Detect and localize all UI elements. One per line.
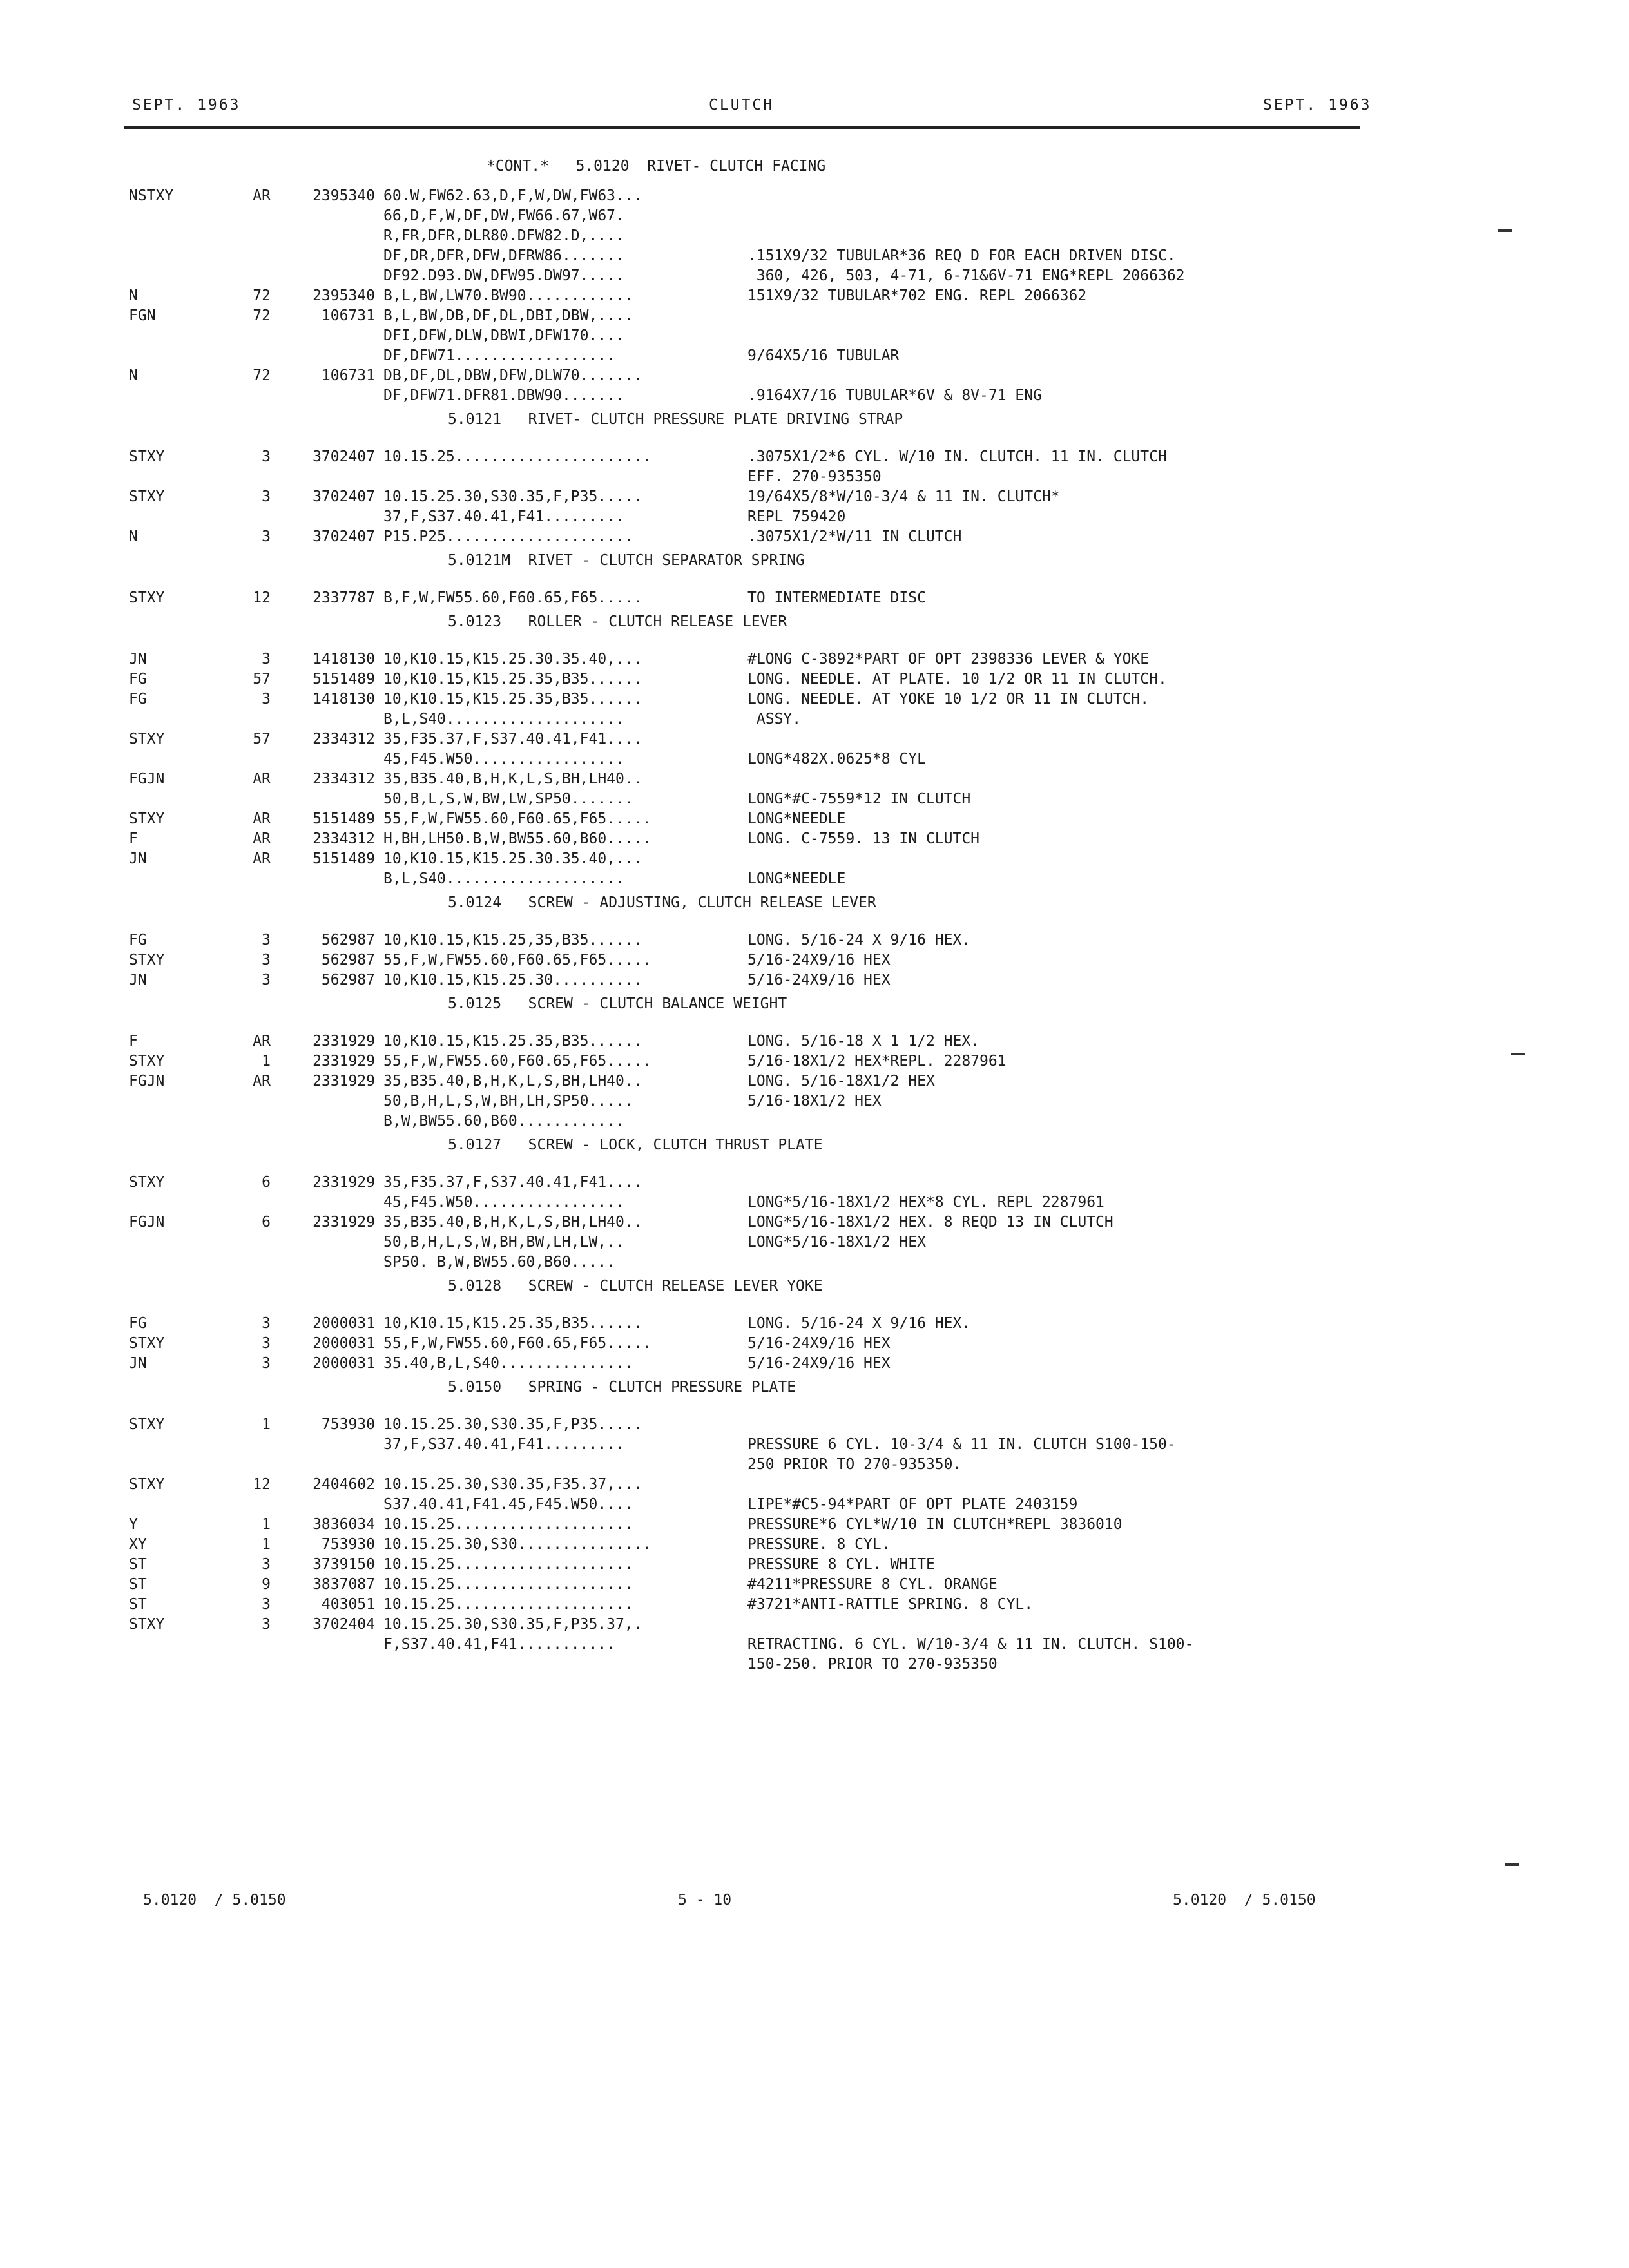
model-applicability: 10,K10.15,K15.25.35,B35...... (383, 691, 642, 707)
part-row (129, 1516, 1385, 1536)
quantity: 1 (262, 1053, 271, 1070)
part-number: 2331929 (313, 1174, 375, 1191)
model-applicability: 10.15.25...................... (383, 448, 651, 465)
model-applicability: 35,B35.40,B,H,K,L,S,BH,LH40.. (383, 1214, 642, 1231)
part-description: .3075X1/2*6 CYL. W/10 IN. CLUTCH. 11 IN. CLUTCH (747, 448, 1167, 465)
model-applicability: 66,D,F,W,DF,DW,FW66.67,W67. (383, 207, 624, 224)
part-description: LONG. C-7559. 13 IN CLUTCH (747, 831, 980, 847)
part-number: 3702407 (313, 528, 375, 545)
section-heading (129, 548, 1385, 590)
part-number: 3837087 (313, 1576, 375, 1593)
part-row (129, 1496, 1385, 1516)
part-number: 3739150 (313, 1556, 375, 1573)
part-row (129, 1254, 1385, 1274)
quantity: 3 (262, 1315, 271, 1332)
part-description: PRESSURE 6 CYL. 10-3/4 & 11 IN. CLUTCH S100-150- (747, 1436, 1176, 1453)
quantity: 3 (262, 1355, 271, 1372)
quantity: 12 (253, 1476, 271, 1493)
part-row (129, 387, 1385, 407)
model-applicability: 10,K10.15,K15.25.35,B35...... (383, 1033, 642, 1050)
part-row (129, 247, 1385, 267)
model-applicability: 10.15.25.30,S30.35,F35.37,... (383, 1476, 642, 1493)
part-number: 3702407 (313, 488, 375, 505)
part-row (129, 1315, 1385, 1335)
applicability-code: N (129, 528, 138, 545)
part-description: LONG. 5/16-24 X 9/16 HEX. (747, 1315, 971, 1332)
part-number: 562987 (321, 972, 375, 988)
part-row (129, 488, 1385, 508)
applicability-code: N (129, 367, 138, 384)
part-number: 2331929 (313, 1214, 375, 1231)
model-applicability: DFI,DFW,DLW,DBWI,DFW170.... (383, 327, 624, 344)
part-description: RETRACTING. 6 CYL. W/10-3/4 & 11 IN. CLUTCH. S100- (747, 1636, 1194, 1653)
section-heading (129, 1274, 1385, 1315)
quantity: AR (253, 771, 271, 787)
model-applicability: 50,B,H,L,S,W,BH,LH,SP50..... (383, 1093, 633, 1110)
part-row (129, 468, 1385, 488)
quantity: AR (253, 811, 271, 827)
quantity: 1 (262, 1416, 271, 1433)
part-description: ASSY. (747, 711, 802, 727)
model-applicability: 10.15.25.................... (383, 1556, 633, 1573)
applicability-code: FG (129, 1315, 147, 1332)
quantity: 3 (262, 651, 271, 668)
part-row (129, 1053, 1385, 1073)
part-description: LONG*#C-7559*12 IN CLUTCH (747, 791, 971, 807)
part-description: LIPE*#C5-94*PART OF OPT PLATE 2403159 (747, 1496, 1078, 1513)
model-applicability: 45,F45.W50................. (383, 751, 624, 767)
part-row (129, 671, 1385, 691)
applicability-code: FG (129, 932, 147, 948)
quantity: 6 (262, 1174, 271, 1191)
applicability-code: STXY (129, 488, 165, 505)
quantity: 3 (262, 952, 271, 968)
part-number: 2334312 (313, 731, 375, 747)
part-row (129, 1556, 1385, 1576)
section-title: 5.0124 SCREW - ADJUSTING, CLUTCH RELEASE LEVER (448, 894, 876, 911)
applicability-code: STXY (129, 1053, 165, 1070)
section-title: *CONT.* 5.0120 RIVET- CLUTCH FACING (487, 158, 826, 175)
header-date-left: SEPT. 1963 (132, 97, 241, 113)
part-row (129, 771, 1385, 791)
section-heading (129, 1133, 1385, 1174)
applicability-code: FGJN (129, 1073, 165, 1090)
quantity: 1 (262, 1516, 271, 1533)
part-row (129, 267, 1385, 287)
quantity: 9 (262, 1576, 271, 1593)
section-title: 5.0121M RIVET - CLUTCH SEPARATOR SPRING (448, 552, 805, 569)
quantity: 57 (253, 671, 271, 687)
applicability-code: STXY (129, 1335, 165, 1352)
model-applicability: 37,F,S37.40.41,F41......... (383, 508, 624, 525)
part-description: 5/16-24X9/16 HEX (747, 1335, 891, 1352)
footer-page-number: 5 - 10 (678, 1892, 732, 1908)
part-row (129, 1636, 1385, 1656)
part-row (129, 1536, 1385, 1556)
part-number: 753930 (321, 1536, 375, 1553)
part-description: 151X9/32 TUBULAR*702 ENG. REPL 2066362 (747, 287, 1087, 304)
model-applicability: 35,B35.40,B,H,K,L,S,BH,LH40.. (383, 1073, 642, 1090)
part-row (129, 207, 1385, 227)
part-number: 1418130 (313, 651, 375, 668)
quantity: AR (253, 850, 271, 867)
part-row (129, 711, 1385, 731)
part-row (129, 952, 1385, 972)
part-number: 403051 (321, 1596, 375, 1613)
part-row (129, 1436, 1385, 1456)
model-applicability: R,FR,DFR,DLR80.DFW82.D,.... (383, 227, 624, 244)
part-number: 1418130 (313, 691, 375, 707)
model-applicability: DB,DF,DL,DBW,DFW,DLW70....... (383, 367, 642, 384)
part-description: EFF. 270-935350 (747, 468, 882, 485)
part-row (129, 1596, 1385, 1616)
applicability-code: FGJN (129, 1214, 165, 1231)
part-row (129, 791, 1385, 811)
part-description: LONG*482X.0625*8 CYL (747, 751, 926, 767)
margin-mark (1511, 1053, 1525, 1055)
applicability-code: FGN (129, 307, 156, 324)
part-row (129, 287, 1385, 307)
quantity: 57 (253, 731, 271, 747)
applicability-code: JN (129, 651, 147, 668)
applicability-code: ST (129, 1556, 147, 1573)
model-applicability: 10,K10.15,K15.25.35,B35...... (383, 1315, 642, 1332)
model-applicability: 10,K10.15,K15.25.30.35.40,... (383, 850, 642, 867)
part-row (129, 1113, 1385, 1133)
part-description: 19/64X5/8*W/10-3/4 & 11 IN. CLUTCH* (747, 488, 1060, 505)
quantity: 3 (262, 1616, 271, 1633)
part-description: #4211*PRESSURE 8 CYL. ORANGE (747, 1576, 998, 1593)
model-applicability: 50,B,L,S,W,BW,LW,SP50....... (383, 791, 633, 807)
parts-list (129, 158, 1385, 1676)
applicability-code: FGJN (129, 771, 165, 787)
part-number: 2000031 (313, 1315, 375, 1332)
model-applicability: 35,F35.37,F,S37.40.41,F41.... (383, 731, 642, 747)
part-description: 5/16-24X9/16 HEX (747, 972, 891, 988)
part-number: 2000031 (313, 1355, 375, 1372)
quantity: 3 (262, 1335, 271, 1352)
section-heading (129, 407, 1385, 448)
model-applicability: 10.15.25.30,S30.35,F,P35..... (383, 1416, 642, 1433)
model-applicability: 55,F,W,FW55.60,F60.65,F65..... (383, 1053, 651, 1070)
model-applicability: B,W,BW55.60,B60............ (383, 1113, 624, 1129)
part-description: LONG. NEEDLE. AT YOKE 10 1/2 OR 11 IN CLUTCH. (747, 691, 1150, 707)
model-applicability: 37,F,S37.40.41,F41......... (383, 1436, 624, 1453)
part-number: 5151489 (313, 850, 375, 867)
part-row (129, 1416, 1385, 1436)
part-description: 5/16-18X1/2 HEX*REPL. 2287961 (747, 1053, 1007, 1070)
quantity: AR (253, 1033, 271, 1050)
part-row (129, 1456, 1385, 1476)
part-row (129, 187, 1385, 207)
applicability-code: NSTXY (129, 187, 174, 204)
part-row (129, 972, 1385, 992)
part-description: .9164X7/16 TUBULAR*6V & 8V-71 ENG (747, 387, 1042, 404)
applicability-code: STXY (129, 1174, 165, 1191)
section-title: 5.0125 SCREW - CLUTCH BALANCE WEIGHT (448, 995, 787, 1012)
part-row (129, 1073, 1385, 1093)
part-number: 562987 (321, 932, 375, 948)
part-row (129, 870, 1385, 890)
part-number: 562987 (321, 952, 375, 968)
part-number: 3836034 (313, 1516, 375, 1533)
model-applicability: DF,DR,DFR,DFW,DFRW86....... (383, 247, 624, 264)
part-row (129, 1194, 1385, 1214)
part-row (129, 831, 1385, 850)
part-description: 150-250. PRIOR TO 270-935350 (747, 1656, 998, 1673)
quantity: 3 (262, 1556, 271, 1573)
footer-range-left: 5.0120 / 5.0150 (143, 1892, 286, 1908)
section-heading (129, 1375, 1385, 1416)
model-applicability: 10,K10.15,K15.25,35,B35...... (383, 932, 642, 948)
applicability-code: STXY (129, 590, 165, 606)
model-applicability: 10.15.25.................... (383, 1596, 633, 1613)
model-applicability: B,L,BW,DB,DF,DL,DBI,DBW,.... (383, 307, 633, 324)
part-row (129, 508, 1385, 528)
part-description: TO INTERMEDIATE DISC (747, 590, 926, 606)
applicability-code: JN (129, 1355, 147, 1372)
section-title: 5.0128 SCREW - CLUTCH RELEASE LEVER YOKE (448, 1278, 823, 1294)
model-applicability: 45,F45.W50................. (383, 1194, 624, 1211)
model-applicability: 35.40,B,L,S40............... (383, 1355, 633, 1372)
quantity: 72 (253, 367, 271, 384)
part-number: 106731 (321, 307, 375, 324)
part-row (129, 731, 1385, 751)
part-row (129, 1033, 1385, 1053)
section-title: 5.0123 ROLLER - CLUTCH RELEASE LEVER (448, 613, 787, 630)
part-description: 9/64X5/16 TUBULAR (747, 347, 900, 364)
section-heading (129, 610, 1385, 651)
model-applicability: 10.15.25.30,S30.35,F,P35.37,. (383, 1616, 642, 1633)
part-number: 106731 (321, 367, 375, 384)
model-applicability: DF,DFW71.................. (383, 347, 616, 364)
model-applicability: 10,K10.15,K15.25.30.35.40,... (383, 651, 642, 668)
part-row (129, 367, 1385, 387)
applicability-code: STXY (129, 731, 165, 747)
model-applicability: 10.15.25.................... (383, 1576, 633, 1593)
model-applicability: H,BH,LH50.B,W,BW55.60,B60..... (383, 831, 651, 847)
part-row (129, 651, 1385, 671)
part-number: 2000031 (313, 1335, 375, 1352)
model-applicability: DF92.D93.DW,DFW95.DW97..... (383, 267, 624, 284)
margin-mark (1505, 1863, 1519, 1866)
part-description: .151X9/32 TUBULAR*36 REQ D FOR EACH DRIVEN DISC. (747, 247, 1176, 264)
model-applicability: 55,F,W,FW55.60,F60.65,F65..... (383, 811, 651, 827)
applicability-code: STXY (129, 448, 165, 465)
part-description: PRESSURE 8 CYL. WHITE (747, 1556, 935, 1573)
quantity: 3 (262, 488, 271, 505)
footer-range-right: 5.0120 / 5.0150 (1173, 1892, 1316, 1908)
part-number: 2334312 (313, 771, 375, 787)
model-applicability: 55,F,W,FW55.60,F60.65,F65..... (383, 952, 651, 968)
part-row (129, 1174, 1385, 1194)
part-row (129, 1093, 1385, 1113)
part-description: LONG*5/16-18X1/2 HEX. 8 REQD 13 IN CLUTCH (747, 1214, 1113, 1231)
model-applicability: SP50. B,W,BW55.60,B60..... (383, 1254, 616, 1271)
model-applicability: F,S37.40.41,F41........... (383, 1636, 616, 1653)
part-row (129, 448, 1385, 468)
part-number: 2331929 (313, 1053, 375, 1070)
model-applicability: 10.15.25.30,S30............... (383, 1536, 651, 1553)
part-description: LONG*NEEDLE (747, 870, 846, 887)
model-applicability: DF,DFW71.DFR81.DBW90....... (383, 387, 624, 404)
quantity: 72 (253, 287, 271, 304)
quantity: 6 (262, 1214, 271, 1231)
part-description: PRESSURE. 8 CYL. (747, 1536, 891, 1553)
part-row (129, 1616, 1385, 1636)
part-description: #LONG C-3892*PART OF OPT 2398336 LEVER & YOKE (747, 651, 1150, 668)
section-heading (129, 890, 1385, 932)
quantity: AR (253, 1073, 271, 1090)
quantity: 3 (262, 448, 271, 465)
part-row (129, 850, 1385, 870)
part-description: LONG*5/16-18X1/2 HEX*8 CYL. REPL 2287961 (747, 1194, 1104, 1211)
part-description: 5/16-18X1/2 HEX (747, 1093, 882, 1110)
model-applicability: 10.15.25.30,S30.35,F,P35..... (383, 488, 642, 505)
model-applicability: 50,B,H,L,S,W,BH,BW,LH,LW,.. (383, 1234, 624, 1251)
model-applicability: B,L,BW,LW70.BW90............ (383, 287, 633, 304)
part-row (129, 1476, 1385, 1496)
quantity: 3 (262, 528, 271, 545)
model-applicability: 55,F,W,FW55.60,F60.65,F65..... (383, 1335, 651, 1352)
part-number: 5151489 (313, 671, 375, 687)
part-number: 5151489 (313, 811, 375, 827)
model-applicability: B,F,W,FW55.60,F60.65,F65..... (383, 590, 642, 606)
part-row (129, 528, 1385, 548)
quantity: 1 (262, 1536, 271, 1553)
part-number: 2334312 (313, 831, 375, 847)
part-description: LONG. NEEDLE. AT PLATE. 10 1/2 OR 11 IN CLUTCH. (747, 671, 1167, 687)
part-row (129, 227, 1385, 247)
part-description: #3721*ANTI-RATTLE SPRING. 8 CYL. (747, 1596, 1034, 1613)
applicability-code: F (129, 831, 138, 847)
part-number: 3702407 (313, 448, 375, 465)
header-rule (124, 126, 1360, 129)
part-row (129, 1656, 1385, 1676)
part-row (129, 307, 1385, 327)
part-description: LONG*NEEDLE (747, 811, 846, 827)
part-description: 5/16-24X9/16 HEX (747, 952, 891, 968)
part-description: LONG. 5/16-18 X 1 1/2 HEX. (747, 1033, 980, 1050)
applicability-code: STXY (129, 1416, 165, 1433)
part-description: REPL 759420 (747, 508, 846, 525)
part-row (129, 751, 1385, 771)
part-description: PRESSURE*6 CYL*W/10 IN CLUTCH*REPL 3836010 (747, 1516, 1123, 1533)
margin-mark (1498, 229, 1512, 232)
model-applicability: 10,K10.15,K15.25.35,B35...... (383, 671, 642, 687)
applicability-code: N (129, 287, 138, 304)
part-number: 2404602 (313, 1476, 375, 1493)
part-number: 2331929 (313, 1073, 375, 1090)
quantity: 3 (262, 972, 271, 988)
part-row (129, 1335, 1385, 1355)
applicability-code: ST (129, 1596, 147, 1613)
part-number: 3702404 (313, 1616, 375, 1633)
part-number: 2337787 (313, 590, 375, 606)
applicability-code: Y (129, 1516, 138, 1533)
applicability-code: STXY (129, 952, 165, 968)
applicability-code: STXY (129, 811, 165, 827)
part-description: 250 PRIOR TO 270-935350. (747, 1456, 962, 1473)
section-title: 5.0127 SCREW - LOCK, CLUTCH THRUST PLATE (448, 1137, 823, 1153)
quantity: AR (253, 187, 271, 204)
part-number: 2395340 (313, 187, 375, 204)
model-applicability: P15.P25..................... (383, 528, 633, 545)
header-title: CLUTCH (709, 97, 775, 113)
quantity: 3 (262, 691, 271, 707)
part-number: 2395340 (313, 287, 375, 304)
part-description: LONG. 5/16-24 X 9/16 HEX. (747, 932, 971, 948)
applicability-code: JN (129, 972, 147, 988)
part-description: 360, 426, 503, 4-71, 6-71&6V-71 ENG*REPL 2066362 (747, 267, 1185, 284)
applicability-code: XY (129, 1536, 147, 1553)
section-title: 5.0150 SPRING - CLUTCH PRESSURE PLATE (448, 1379, 796, 1396)
part-row (129, 1355, 1385, 1375)
section-heading (129, 992, 1385, 1033)
model-applicability: S37.40.41,F41.45,F45.W50.... (383, 1496, 633, 1513)
quantity: 72 (253, 307, 271, 324)
section-title: 5.0121 RIVET- CLUTCH PRESSURE PLATE DRIVING STRAP (448, 411, 903, 428)
part-row (129, 327, 1385, 347)
model-applicability: 60.W,FW62.63,D,F,W,DW,FW63... (383, 187, 642, 204)
part-number: 753930 (321, 1416, 375, 1433)
quantity: 3 (262, 1596, 271, 1613)
header-date-right: SEPT. 1963 (1263, 97, 1372, 113)
part-row (129, 1234, 1385, 1254)
model-applicability: B,L,S40.................... (383, 870, 624, 887)
part-description: LONG. 5/16-18X1/2 HEX (747, 1073, 935, 1090)
part-row (129, 1576, 1385, 1596)
part-row (129, 811, 1385, 831)
part-description: LONG*5/16-18X1/2 HEX (747, 1234, 926, 1251)
part-row (129, 590, 1385, 610)
section-heading (129, 158, 1385, 187)
applicability-code: FG (129, 671, 147, 687)
quantity: 3 (262, 932, 271, 948)
applicability-code: STXY (129, 1476, 165, 1493)
part-row (129, 347, 1385, 367)
model-applicability: 10,K10.15,K15.25.30.......... (383, 972, 642, 988)
quantity: 12 (253, 590, 271, 606)
applicability-code: F (129, 1033, 138, 1050)
part-row (129, 932, 1385, 952)
applicability-code: JN (129, 850, 147, 867)
part-description: 5/16-24X9/16 HEX (747, 1355, 891, 1372)
quantity: AR (253, 831, 271, 847)
model-applicability: 35,F35.37,F,S37.40.41,F41.... (383, 1174, 642, 1191)
applicability-code: FG (129, 691, 147, 707)
part-number: 2331929 (313, 1033, 375, 1050)
model-applicability: 10.15.25.................... (383, 1516, 633, 1533)
model-applicability: B,L,S40.................... (383, 711, 624, 727)
part-description: .3075X1/2*W/11 IN CLUTCH (747, 528, 962, 545)
model-applicability: 35,B35.40,B,H,K,L,S,BH,LH40.. (383, 771, 642, 787)
applicability-code: ST (129, 1576, 147, 1593)
part-row (129, 691, 1385, 711)
part-row (129, 1214, 1385, 1234)
applicability-code: STXY (129, 1616, 165, 1633)
